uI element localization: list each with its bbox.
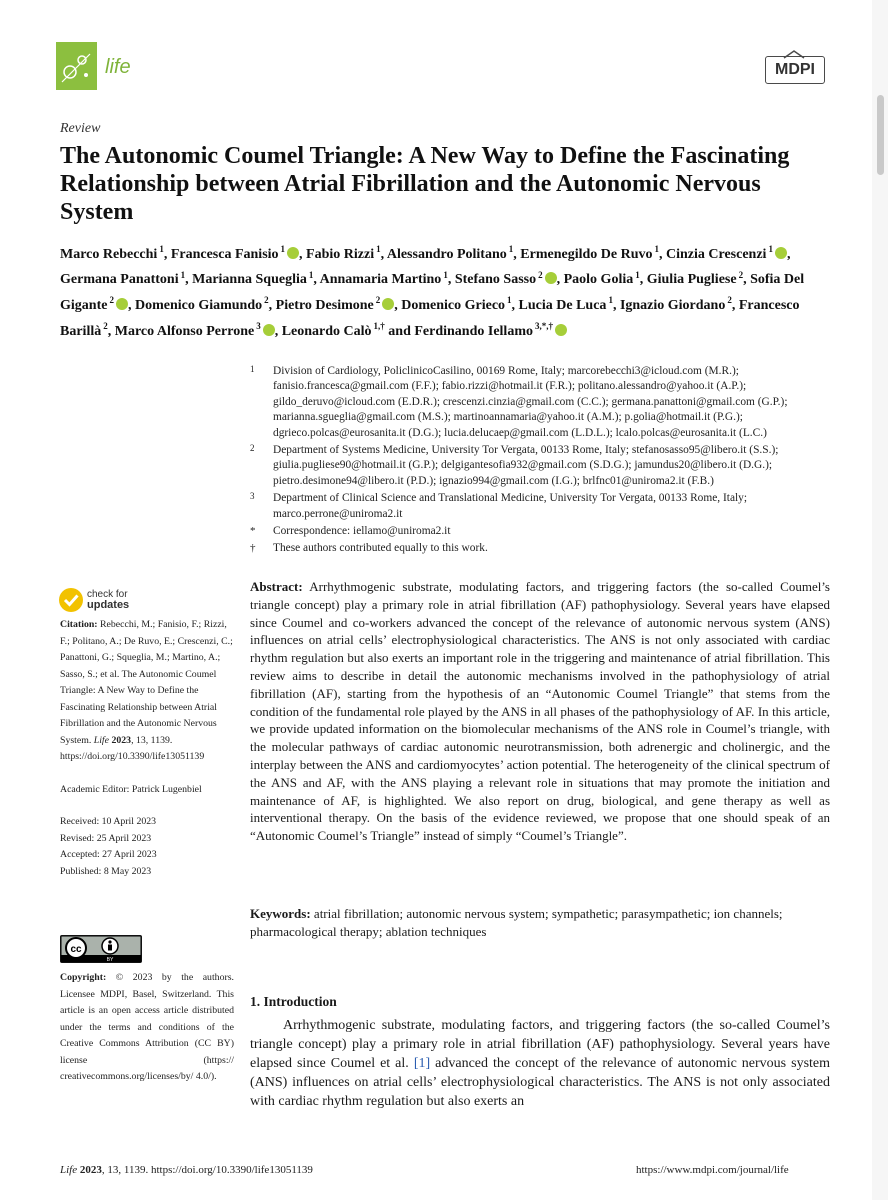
affiliation-mark: †: [250, 542, 256, 555]
author: [665, 244, 791, 262]
affiliation-text: These authors contributed equally to this work.: [273, 542, 488, 555]
author-name: Cinzia Crescenzi: [665, 246, 767, 262]
author-separator: ,: [107, 323, 112, 339]
publisher-logo: MDPI: [765, 56, 825, 84]
author-separator: and: [384, 323, 411, 339]
check-for-updates[interactable]: [87, 589, 129, 611]
abstract: [250, 578, 830, 845]
footer-doi[interactable]: , 13, 1139. https://doi.org/10.3390/life13051139: [101, 1164, 313, 1176]
affiliation-mark: 3: [250, 491, 255, 502]
author-name: Lucia De Luca: [518, 297, 607, 313]
copyright-notice: [60, 970, 234, 1086]
footer-journal: Life: [60, 1164, 78, 1176]
author-separator: ,: [380, 246, 385, 262]
author-separator: ,: [556, 272, 561, 288]
author-name: Alessandro Politano: [386, 246, 507, 262]
author: [401, 295, 516, 313]
affiliation-text: Division of Cardiology, PoliclinicoCasilino, 00169 Rome, Italy; marcorebecchi3@icloud.com (M.R.); fanisio.francesca@gmail.com (F.F.); fabio.rizzi@hotmail.it (F.R.); politano.alessandro@yahoo.it (A.P.); gildo_deruvo@icloud.com (E.D.R.); crescenzi.cinzia@gmail.com (C.C.); germana.panattoni@gmail.com (G.P.); marianna.sgueglia@gmail.com (M.S.); martinoannamaria@yahoo.it (A.M.); p.golia@hotmail.it (P.G.); dgrieco.polcas@eurosanita.it (D.G.); lucia.delucaep@gmail.com (L.D.L.); lcalo.polcas@eurosanita.it (L.C.): [273, 365, 788, 439]
scrollbar[interactable]: [872, 0, 888, 1200]
author-affiliation-mark: 2: [727, 295, 732, 306]
author-separator: ,: [163, 246, 168, 262]
accepted-date: Accepted: 27 April 2023: [60, 849, 157, 860]
introduction-paragraph: [250, 1016, 830, 1111]
author: [134, 295, 273, 313]
author-name: Marco Alfonso Perrone: [114, 323, 255, 339]
author: [170, 244, 303, 262]
article-info-sidebar: [60, 617, 235, 880]
author-name: Marco Rebecchi: [60, 246, 158, 262]
abstract-label: Abstract:: [250, 579, 303, 594]
citation: [60, 617, 235, 766]
author-affiliation-mark: 2: [103, 320, 108, 331]
author-affiliation-mark: 1: [443, 269, 448, 280]
orcid-icon[interactable]: [116, 298, 128, 310]
author-separator: ,: [268, 297, 273, 313]
author: [386, 244, 517, 262]
author-name: Francesco Barillà: [60, 297, 800, 339]
check-line1: check for: [87, 589, 128, 600]
author-affiliation-mark: 1: [308, 269, 314, 280]
author-affiliation-mark: 1: [507, 295, 512, 306]
revised-date: Revised: 25 April 2023: [60, 832, 152, 844]
author-name: Marianna Squeglia: [192, 272, 307, 288]
affiliation-item: [250, 364, 840, 441]
author-separator: ,: [274, 323, 279, 339]
author-separator: ,: [447, 272, 452, 288]
author-separator: ,: [127, 297, 132, 313]
author-affiliation-mark: 2: [264, 295, 269, 306]
author-separator: ,: [612, 297, 617, 313]
author: [60, 269, 189, 288]
author-affiliation-mark: 1: [768, 244, 773, 254]
author-name: Germana Panattoni: [60, 272, 179, 288]
author: [281, 320, 411, 339]
author-affiliation-mark: 1: [180, 269, 186, 280]
author-name: Pietro Desimone: [275, 297, 374, 313]
keywords-label: Keywords:: [250, 906, 311, 921]
author-name: Francesca Fanisio: [170, 246, 279, 262]
author: [518, 295, 617, 313]
author-affiliation-mark: 1: [376, 244, 381, 254]
author-affiliation-mark: 1: [608, 295, 613, 306]
author: [319, 269, 452, 288]
author: [60, 244, 168, 262]
author: [414, 320, 567, 339]
affiliation-item: [250, 443, 840, 489]
citation-doi: , 13, 1139. https://doi.org/10.3390/life13051139: [60, 734, 205, 762]
author-affiliation-mark: 2: [375, 295, 381, 306]
citation-text: Rebecchi, M.; Fanisio, F.; Rizzi, F.; Politano, A.; De Ruvo, E.; Crescenzi, C.; Panattoni, G.; Squeglia, M.; Martino, A.; Sasso, S.; et al. The Autonomic Coumel Triangle: A New Way to Define the Fascinating Relationship between Atrial Fibrillation and the Autonomic Nervous System.: [60, 619, 233, 746]
author-separator: ,: [511, 297, 516, 313]
cc-by-icon: [60, 935, 142, 963]
keywords: [250, 905, 830, 941]
author-separator: ,: [731, 297, 736, 313]
svg-text:BY: BY: [106, 957, 114, 963]
intro-text-after: advanced the concept of the relevance of autonomic nervous system (ANS) influences on atrial cells’ electrophysiological characteristics. The ANS is not only associated with cardiac rhythm regulation but also exerts an: [250, 1056, 831, 1109]
author-name: Fabio Rizzi: [306, 246, 375, 262]
author-affiliation-mark: 2: [738, 269, 744, 280]
author-separator: ,: [743, 272, 747, 288]
reference-link[interactable]: [1]: [413, 1056, 431, 1071]
author-affiliation-mark: 3: [256, 320, 261, 331]
author-name: Ferdinando Iellamo: [414, 323, 533, 339]
journal-name: life: [105, 56, 131, 78]
check-for-updates-icon[interactable]: [58, 587, 84, 613]
abstract-text: Arrhythmogenic substrate, modulating factors, and triggering factors (the so-called Coumel’s triangle concept) play a primary role in atrial fibrillation (AF) pathophysiology. Several years have elapsed since Coumel and co-workers advanced the concept of the relevance of autonomic nervous system (ANS) influences on atrial cells’ electrophysiological characteristics. The ANS is not only associated with cardiac rhythm regulation but also exerts an important role in the triggering and maintenance of atrial fibrillation. This review aims to describe in detail the autonomic mechanisms involved in the pathophysiology of atrial fibrillation (AF), starting from the hypothesis of an “Autonomic Coumel Triangle” that stems from the condition of the fundamental role played by the ANS in all phases of the pathophysiology of AF. In this article, we provide updated information on the biomolecular mechanisms of the ANS role in Coumel’s triangle, with the molecular pathways of cardiac autonomic neurotransmission, both adrenergic and cholinergic, and the interplay between the ANS and cardiomyocytes’ action potential. The heterogeneity of the clinical spectrum of the ANS and AF, with the ANS playing a relevant role in situations that may promote the initiation and maintenance of AF, is highlighted. We also report on drug, biological, and gene therapy as well as interventional therapy. On the basis of the evidence reviewed, we propose that one should speak of an “Autonomic Coumel’s Triangle” instead of simply “Coumel’s Triangle”.: [250, 579, 830, 844]
section-heading-introduction: 1. Introduction: [250, 994, 337, 1009]
author-name: Ignazio Giordano: [619, 297, 726, 313]
author: [520, 244, 663, 262]
author-name: Ermenegildo De Ruvo: [520, 246, 653, 262]
author-affiliation-mark: 1: [654, 244, 659, 254]
intro-text-before: Arrhythmogenic substrate, modulating factors, and triggering factors (the so-called Coumel’s triangle concept) play a primary role in atrial fibrillation (AF) pathophysiology. Several years have elapsed since Coumel et al.: [250, 1018, 830, 1071]
orcid-icon[interactable]: [382, 298, 394, 310]
paper-title: The Autonomic Coumel Triangle: A New Way to Define the Fascinating Relationship between Atrial Fibrillation and the Autonomic Nervous System: [60, 143, 790, 225]
author: [563, 269, 644, 288]
orcid-icon[interactable]: [263, 324, 275, 336]
svg-text:cc: cc: [70, 944, 82, 955]
check-line2: updates: [87, 599, 130, 611]
author-separator: ,: [786, 246, 791, 262]
author-affiliation-mark: 1: [635, 269, 640, 280]
cc-by-license-badge[interactable]: [60, 935, 142, 963]
author-affiliation-mark: 2: [538, 269, 543, 280]
author-name: Annamaria Martino: [319, 272, 442, 288]
author-affiliation-mark: 3,*,†: [534, 320, 553, 331]
author: [646, 269, 747, 288]
author-affiliation-mark: 1: [508, 244, 514, 254]
author-name: Leonardo Calò: [281, 323, 372, 339]
author-name: Stefano Sasso: [454, 272, 537, 288]
author-list: [60, 239, 830, 342]
journal-logo: [56, 42, 97, 90]
author-name: Domenico Giamundo: [134, 297, 263, 313]
author-name: Sofia Del Gigante: [60, 272, 805, 313]
author-separator: ,: [513, 246, 517, 262]
author-separator: ,: [639, 272, 644, 288]
published-date: Published: 8 May 2023: [60, 865, 152, 877]
author-name: Paolo Golia: [563, 272, 634, 288]
author-affiliation-mark: 1: [280, 244, 286, 254]
scrollbar-thumb[interactable]: [877, 95, 884, 175]
orcid-icon[interactable]: [287, 247, 299, 259]
orcid-icon[interactable]: [775, 247, 787, 259]
citation-label: Citation:: [60, 619, 98, 630]
copyright-label: Copyright:: [60, 972, 107, 983]
author-affiliation-mark: 1: [159, 244, 164, 254]
author-affiliation-mark: 2: [109, 295, 114, 306]
received-date: Received: 10 April 2023: [60, 816, 157, 827]
affiliation-mark: 2: [250, 443, 255, 454]
author: [192, 269, 317, 288]
footer-year: 2023: [79, 1164, 102, 1176]
orcid-icon[interactable]: [545, 272, 557, 284]
author-separator: ,: [185, 272, 189, 288]
life-logo-icon: [56, 42, 97, 90]
affiliation-item: [250, 524, 840, 539]
affiliation-text: Department of Clinical Science and Translational Medicine, University Tor Vergata, 00133 Rome, Italy; marco.perrone@uniroma2.it: [273, 492, 748, 520]
author: [454, 269, 561, 288]
academic-editor: Academic Editor: Patrick Lugenbiel: [60, 783, 202, 795]
affiliation-item: [250, 491, 840, 522]
author-separator: ,: [299, 246, 303, 262]
affiliation-text: Correspondence: iellamo@uniroma2.it: [273, 525, 451, 538]
affiliation-text: Department of Systems Medicine, University Tor Vergata, 00133 Rome, Italy; stefanosasso95@libero.it (S.S.); giulia.pugliese90@hotmail.it (G.P.); delgigantesofia932@gmail.com (S.D.G.); jamundus20@libero.it (D.G.); pietro.desimone94@libero.it (P.D.); ignazio994@gmail.com (I.G.); brlfnc01@uniroma2.it (F.B.): [273, 444, 779, 487]
affiliation-mark: *: [250, 525, 256, 538]
author-separator: ,: [313, 272, 317, 288]
orcid-icon[interactable]: [555, 324, 567, 336]
footer-journal-url[interactable]: https://www.mdpi.com/journal/life: [636, 1164, 789, 1176]
citation-year: 2023: [111, 734, 132, 746]
author: [619, 295, 736, 313]
keywords-text: atrial fibrillation; autonomic nervous system; sympathetic; parasympathetic; ion channels; pharmacological therapy; ablation techniques: [250, 906, 783, 939]
footer-citation: [60, 1164, 313, 1176]
citation-journal: Life: [93, 734, 110, 746]
affiliation-item: [250, 541, 840, 556]
author: [275, 295, 398, 313]
author-affiliation-mark: 1,†: [373, 320, 385, 331]
author-name: Domenico Grieco: [401, 297, 506, 313]
affiliations: [250, 364, 840, 559]
author-separator: ,: [658, 246, 663, 262]
author: [306, 244, 385, 262]
copyright-text: © 2023 by the authors. Licensee MDPI, Basel, Switzerland. This article is an open access article distributed under the terms and conditions of the Creative Commons Attribution (CC BY) license (https:// creativecommons.org/licenses/by/ 4.0/).: [60, 972, 234, 1082]
author-name: Giulia Pugliese: [646, 272, 737, 288]
affiliation-mark: 1: [250, 364, 255, 374]
article-type: Review: [60, 121, 101, 136]
author: [114, 320, 279, 339]
author-separator: ,: [394, 297, 398, 313]
